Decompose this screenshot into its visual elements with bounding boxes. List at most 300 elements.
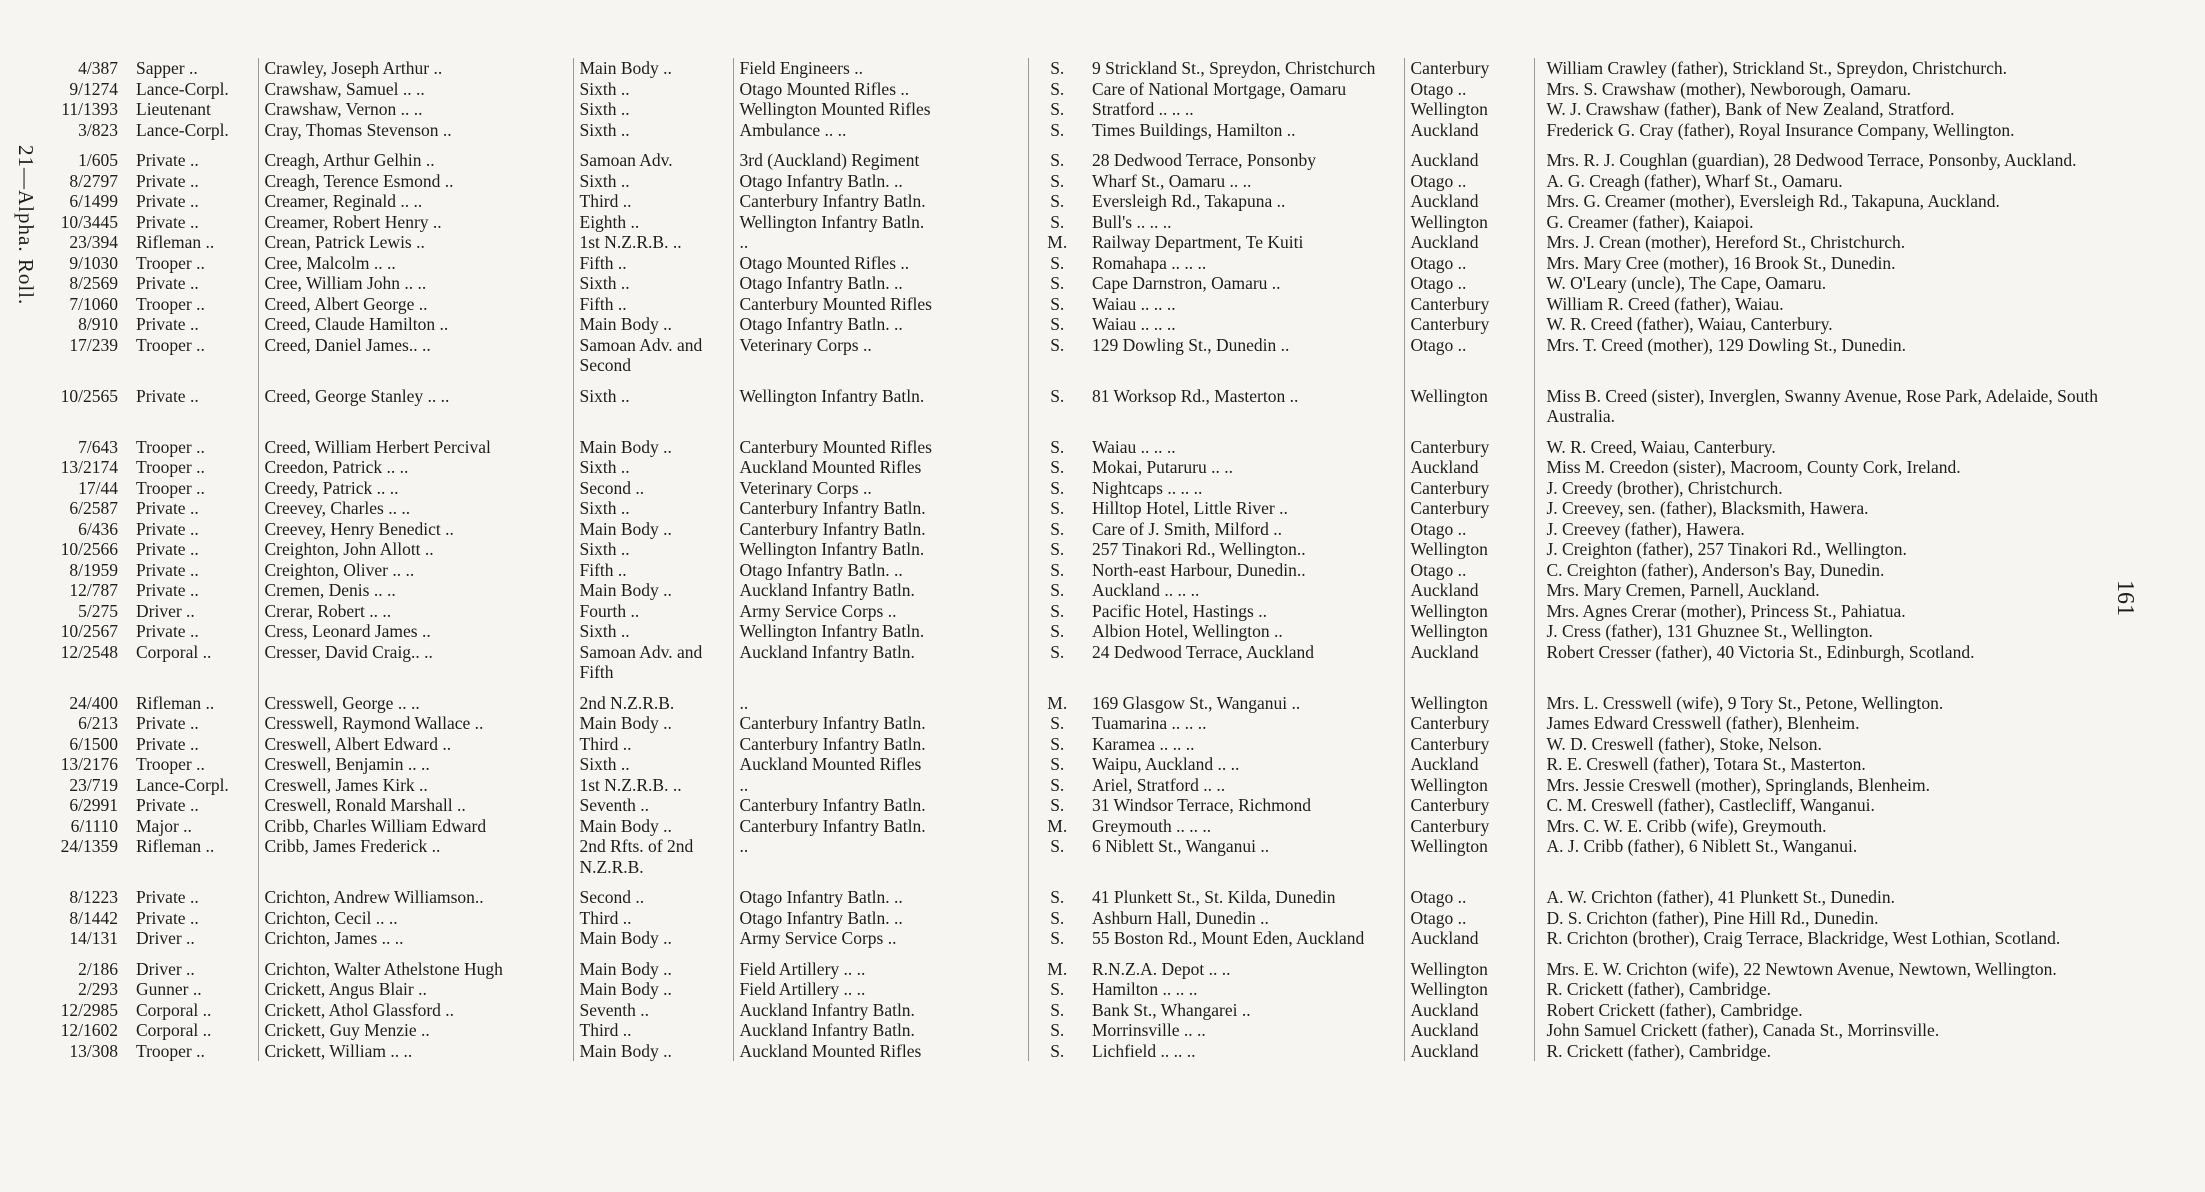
last-address-cell: Care of J. Smith, Milford .. bbox=[1086, 519, 1404, 540]
district-cell: Auckland bbox=[1404, 1000, 1534, 1021]
soldier-name-cell: Creedon, Patrick .. .. bbox=[258, 457, 573, 478]
regimental-number-cell: 12/2548 bbox=[60, 641, 118, 662]
next-of-kin-cell: Robert Crickett (father), Cambridge. bbox=[1546, 999, 1803, 1020]
last-address-cell: 129 Dowling St., Dunedin .. bbox=[1086, 335, 1404, 376]
soldier-name-cell: Cresswell, Raymond Wallace .. bbox=[258, 713, 573, 734]
rank-cell: Driver .. bbox=[130, 949, 258, 980]
table-row bbox=[30, 683, 2114, 714]
marital-status-cell: S. bbox=[1050, 58, 1065, 78]
unit-cell: Ambulance .. .. bbox=[733, 120, 1028, 141]
district-cell: Otago .. bbox=[1404, 877, 1534, 908]
unit-cell: Otago Infantry Batln. .. bbox=[733, 273, 1028, 294]
table-row bbox=[30, 498, 2114, 519]
regimental-number-cell: 24/1359 bbox=[60, 836, 118, 856]
soldier-name-cell: Creighton, Oliver .. .. bbox=[258, 560, 573, 581]
next-of-kin-cell: Robert Cresser (father), 40 Victoria St., Edinburgh, Scotland. bbox=[1546, 641, 1975, 662]
last-address-cell: Pacific Hotel, Hastings .. bbox=[1086, 601, 1404, 622]
unit-cell: Canterbury Infantry Batln. bbox=[733, 816, 1028, 837]
next-of-kin-cell: Mrs. L. Cresswell (wife), 9 Tory St., Petone, Wellington. bbox=[1546, 692, 1944, 713]
last-address-cell: Auckland .. .. .. bbox=[1086, 580, 1404, 601]
last-address-cell: R.N.Z.A. Depot .. .. bbox=[1086, 949, 1404, 980]
next-of-kin-cell: William R. Creed (father), Waiau. bbox=[1546, 293, 1784, 314]
rank-cell: Private .. bbox=[130, 171, 258, 192]
unit-cell: Otago Infantry Batln. .. bbox=[733, 171, 1028, 192]
rank-cell: Major .. bbox=[130, 816, 258, 837]
last-address-cell: 257 Tinakori Rd., Wellington.. bbox=[1086, 539, 1404, 560]
soldier-name-cell: Creswell, Benjamin .. .. bbox=[258, 754, 573, 775]
soldier-name-cell: Creagh, Arthur Gelhin .. bbox=[258, 140, 573, 171]
table-row bbox=[30, 877, 2114, 908]
draft-cell: Fifth .. bbox=[573, 294, 733, 315]
district-cell: Wellington bbox=[1404, 539, 1534, 560]
next-of-kin-cell: J. Creedy (brother), Christchurch. bbox=[1546, 477, 1783, 498]
district-cell: Canterbury bbox=[1404, 498, 1534, 519]
soldier-name-cell: Creswell, Albert Edward .. bbox=[258, 734, 573, 755]
district-cell: Auckland bbox=[1404, 1041, 1534, 1062]
soldier-name-cell: Crawshaw, Samuel .. .. bbox=[258, 79, 573, 100]
regimental-number-cell: 4/387 bbox=[78, 58, 118, 78]
marital-status-cell: S. bbox=[1050, 621, 1065, 641]
regimental-number-cell: 6/213 bbox=[78, 713, 118, 733]
unit-cell: Auckland Infantry Batln. bbox=[733, 580, 1028, 601]
last-address-cell: Railway Department, Te Kuiti bbox=[1086, 232, 1404, 253]
unit-cell: Otago Infantry Batln. .. bbox=[733, 877, 1028, 908]
draft-cell: Fifth .. bbox=[573, 560, 733, 581]
regimental-number-cell: 12/1602 bbox=[60, 1020, 118, 1040]
regimental-number-cell: 13/2176 bbox=[60, 754, 118, 774]
district-cell: Auckland bbox=[1404, 140, 1534, 171]
next-of-kin-cell: R. Crichton (brother), Craig Terrace, Blackridge, West Lothian, Scotland. bbox=[1546, 928, 2061, 948]
last-address-cell: Nightcaps .. .. .. bbox=[1086, 478, 1404, 499]
marital-status-cell: S. bbox=[1050, 477, 1065, 498]
marital-status-cell: S. bbox=[1050, 293, 1065, 314]
draft-cell: Main Body .. bbox=[573, 519, 733, 540]
soldier-name-cell: Cree, Malcolm .. .. bbox=[258, 253, 573, 274]
unit-cell: Otago Mounted Rifles .. bbox=[733, 79, 1028, 100]
draft-cell: Second .. bbox=[573, 877, 733, 908]
district-cell: Auckland bbox=[1404, 120, 1534, 141]
draft-cell: Sixth .. bbox=[573, 171, 733, 192]
next-of-kin-cell: Mrs. Agnes Crerar (mother), Princess St., Pahiatua. bbox=[1546, 600, 1906, 621]
marital-status-cell: S. bbox=[1050, 1040, 1065, 1061]
table-row bbox=[30, 601, 2114, 622]
rank-cell: Corporal .. bbox=[130, 642, 258, 683]
nominal-roll-table bbox=[30, 58, 2114, 1061]
last-address-cell: 31 Windsor Terrace, Richmond bbox=[1086, 795, 1404, 816]
rank-cell: Private .. bbox=[130, 734, 258, 755]
next-of-kin-cell: Frederick G. Cray (father), Royal Insurance Company, Wellington. bbox=[1546, 119, 2015, 140]
marital-status-cell: S. bbox=[1050, 713, 1065, 733]
soldier-name-cell: Cresser, David Craig.. .. bbox=[258, 642, 573, 683]
regimental-number-cell: 8/1223 bbox=[69, 887, 118, 907]
table-row bbox=[30, 928, 2114, 949]
last-address-cell: Eversleigh Rd., Takapuna .. bbox=[1086, 191, 1404, 212]
unit-cell: 3rd (Auckland) Regiment bbox=[733, 140, 1028, 171]
regimental-number-cell: 24/400 bbox=[69, 692, 118, 713]
next-of-kin-cell: Mrs. E. W. Crichton (wife), 22 Newtown Avenue, Newtown, Wellington. bbox=[1546, 958, 2057, 979]
table-row bbox=[30, 836, 2114, 877]
table-row bbox=[30, 1000, 2114, 1021]
district-cell: Otago .. bbox=[1404, 273, 1534, 294]
soldier-name-cell: Crickett, Angus Blair .. bbox=[258, 979, 573, 1000]
draft-cell: Eighth .. bbox=[573, 212, 733, 233]
marital-status-cell: M. bbox=[1047, 692, 1068, 713]
unit-cell: Veterinary Corps .. bbox=[733, 335, 1028, 376]
rank-cell: Lance-Corpl. bbox=[130, 79, 258, 100]
draft-cell: Main Body .. bbox=[573, 816, 733, 837]
regimental-number-cell: 8/910 bbox=[78, 314, 118, 334]
marital-status-cell: S. bbox=[1050, 436, 1065, 457]
soldier-name-cell: Creamer, Reginald .. .. bbox=[258, 191, 573, 212]
regimental-number-cell: 6/1500 bbox=[69, 733, 118, 754]
next-of-kin-cell: John Samuel Crickett (father), Canada St., Morrinsville. bbox=[1546, 1020, 1940, 1040]
next-of-kin-cell: W. D. Creswell (father), Stoke, Nelson. bbox=[1546, 733, 1822, 754]
draft-cell: Seventh .. bbox=[573, 1000, 733, 1021]
rank-cell: Trooper .. bbox=[130, 427, 258, 458]
soldier-name-cell: Cress, Leonard James .. bbox=[258, 621, 573, 642]
regimental-number-cell: 23/719 bbox=[69, 774, 118, 795]
table-row bbox=[30, 335, 2114, 376]
next-of-kin-cell: J. Creevey, sen. (father), Blacksmith, Hawera. bbox=[1546, 498, 1869, 518]
soldier-name-cell: Crean, Patrick Lewis .. bbox=[258, 232, 573, 253]
district-cell: Canterbury bbox=[1404, 795, 1534, 816]
rank-cell: Private .. bbox=[130, 191, 258, 212]
marital-status-cell: S. bbox=[1050, 907, 1065, 928]
marital-status-cell: S. bbox=[1050, 334, 1065, 355]
last-address-cell: Morrinsville .. .. bbox=[1086, 1020, 1404, 1041]
table-row bbox=[30, 478, 2114, 499]
marital-status-cell: S. bbox=[1050, 774, 1065, 795]
regimental-number-cell: 12/2985 bbox=[60, 999, 118, 1020]
unit-cell: .. bbox=[733, 836, 1028, 877]
table-row bbox=[30, 539, 2114, 560]
draft-cell: Third .. bbox=[573, 734, 733, 755]
draft-cell: Third .. bbox=[573, 191, 733, 212]
regimental-number-cell: 8/1442 bbox=[69, 907, 118, 928]
next-of-kin-cell: Mrs. Mary Cremen, Parnell, Auckland. bbox=[1546, 580, 1820, 600]
soldier-name-cell: Cresswell, George .. .. bbox=[258, 683, 573, 714]
rank-cell: Lieutenant bbox=[130, 99, 258, 120]
unit-cell: Canterbury Mounted Rifles bbox=[733, 294, 1028, 315]
soldier-name-cell: Creswell, Ronald Marshall .. bbox=[258, 795, 573, 816]
regimental-number-cell: 8/2797 bbox=[69, 170, 118, 191]
draft-cell: Sixth .. bbox=[573, 498, 733, 519]
marital-status-cell: S. bbox=[1050, 641, 1065, 662]
table-row bbox=[30, 795, 2114, 816]
rank-cell: Private .. bbox=[130, 519, 258, 540]
regimental-number-cell: 3/823 bbox=[78, 119, 118, 140]
draft-cell: Second .. bbox=[573, 478, 733, 499]
unit-cell: Field Engineers .. bbox=[733, 58, 1028, 79]
regimental-number-cell: 8/1959 bbox=[69, 559, 118, 580]
regimental-number-cell: 13/308 bbox=[69, 1040, 118, 1061]
last-address-cell: Stratford .. .. .. bbox=[1086, 99, 1404, 120]
district-cell: Otago .. bbox=[1404, 335, 1534, 376]
rank-cell: Private .. bbox=[130, 621, 258, 642]
draft-cell: Main Body .. bbox=[573, 314, 733, 335]
soldier-name-cell: Crichton, Walter Athelstone Hugh bbox=[258, 949, 573, 980]
district-cell: Otago .. bbox=[1404, 79, 1534, 100]
unit-cell: Army Service Corps .. bbox=[733, 601, 1028, 622]
next-of-kin-cell: C. M. Creswell (father), Castlecliff, Wanganui. bbox=[1546, 795, 1875, 815]
rank-cell: Trooper .. bbox=[130, 253, 258, 274]
table-row bbox=[30, 140, 2114, 171]
district-cell: Otago .. bbox=[1404, 253, 1534, 274]
marital-status-cell: S. bbox=[1050, 457, 1065, 477]
marital-status-cell: S. bbox=[1050, 887, 1065, 907]
soldier-name-cell: Crickett, William .. .. bbox=[258, 1041, 573, 1062]
rank-cell: Lance-Corpl. bbox=[130, 120, 258, 141]
draft-cell: Sixth .. bbox=[573, 99, 733, 120]
marital-status-cell: S. bbox=[1050, 979, 1065, 999]
unit-cell: Field Artillery .. .. bbox=[733, 979, 1028, 1000]
regimental-number-cell: 6/436 bbox=[78, 518, 118, 539]
soldier-name-cell: Crichton, Andrew Williamson.. bbox=[258, 877, 573, 908]
soldier-name-cell: Creagh, Terence Esmond .. bbox=[258, 171, 573, 192]
draft-cell: Sixth .. bbox=[573, 539, 733, 560]
soldier-name-cell: Creedy, Patrick .. .. bbox=[258, 478, 573, 499]
district-cell: Canterbury bbox=[1404, 478, 1534, 499]
unit-cell: .. bbox=[733, 683, 1028, 714]
soldier-name-cell: Cribb, James Frederick .. bbox=[258, 836, 573, 877]
draft-cell: Main Body .. bbox=[573, 427, 733, 458]
unit-cell: Canterbury Mounted Rifles bbox=[733, 427, 1028, 458]
last-address-cell: Ashburn Hall, Dunedin .. bbox=[1086, 908, 1404, 929]
table-row bbox=[30, 908, 2114, 929]
district-cell: Canterbury bbox=[1404, 427, 1534, 458]
rank-cell: Rifleman .. bbox=[130, 836, 258, 877]
next-of-kin-cell: Mrs. S. Crawshaw (mother), Newborough, Oamaru. bbox=[1546, 78, 1912, 99]
last-address-cell: Cape Darnstron, Oamaru .. bbox=[1086, 273, 1404, 294]
last-address-cell: Karamea .. .. .. bbox=[1086, 734, 1404, 755]
draft-cell: Sixth .. bbox=[573, 754, 733, 775]
soldier-name-cell: Crickett, Athol Glassford .. bbox=[258, 1000, 573, 1021]
regimental-number-cell: 7/1060 bbox=[69, 293, 118, 314]
regimental-number-cell: 6/2991 bbox=[69, 795, 118, 815]
last-address-cell: 6 Niblett St., Wanganui .. bbox=[1086, 836, 1404, 877]
district-cell: Wellington bbox=[1404, 949, 1534, 980]
marital-status-cell: S. bbox=[1050, 1020, 1065, 1040]
rank-cell: Private .. bbox=[130, 560, 258, 581]
last-address-cell: Mokai, Putaruru .. .. bbox=[1086, 457, 1404, 478]
district-cell: Wellington bbox=[1404, 683, 1534, 714]
rank-cell: Trooper .. bbox=[130, 1041, 258, 1062]
table-row bbox=[30, 775, 2114, 796]
last-address-cell: Waiau .. .. .. bbox=[1086, 427, 1404, 458]
soldier-name-cell: Creed, Albert George .. bbox=[258, 294, 573, 315]
rank-cell: Private .. bbox=[130, 539, 258, 560]
last-address-cell: Waiau .. .. .. bbox=[1086, 294, 1404, 315]
next-of-kin-cell: Mrs. J. Crean (mother), Hereford St., Christchurch. bbox=[1546, 232, 1906, 252]
marital-status-cell: S. bbox=[1050, 119, 1065, 140]
table-row bbox=[30, 580, 2114, 601]
regimental-number-cell: 6/1110 bbox=[70, 815, 118, 836]
unit-cell: Canterbury Infantry Batln. bbox=[733, 498, 1028, 519]
marital-status-cell: M. bbox=[1047, 232, 1068, 252]
next-of-kin-cell: W. R. Creed (father), Waiau, Canterbury. bbox=[1546, 314, 1833, 334]
marital-status-cell: S. bbox=[1050, 539, 1065, 559]
draft-cell: 2nd N.Z.R.B. bbox=[573, 683, 733, 714]
next-of-kin-cell: Mrs. G. Creamer (mother), Eversleigh Rd., Takapuna, Auckland. bbox=[1546, 191, 2000, 211]
unit-cell: Canterbury Infantry Batln. bbox=[733, 734, 1028, 755]
regimental-number-cell: 6/2587 bbox=[69, 498, 118, 518]
soldier-name-cell: Creed, George Stanley .. .. bbox=[258, 376, 573, 427]
rank-cell: Private .. bbox=[130, 212, 258, 233]
soldier-name-cell: Crerar, Robert .. .. bbox=[258, 601, 573, 622]
regimental-number-cell: 10/2565 bbox=[60, 385, 118, 406]
soldier-name-cell: Creevey, Charles .. .. bbox=[258, 498, 573, 519]
last-address-cell: 41 Plunkett St., St. Kilda, Dunedin bbox=[1086, 877, 1404, 908]
next-of-kin-cell: W. J. Crawshaw (father), Bank of New Zealand, Stratford. bbox=[1546, 99, 1955, 119]
unit-cell: Auckland Mounted Rifles bbox=[733, 457, 1028, 478]
rank-cell: Rifleman .. bbox=[130, 232, 258, 253]
rank-cell: Driver .. bbox=[130, 928, 258, 949]
rank-cell: Private .. bbox=[130, 580, 258, 601]
marital-status-cell: S. bbox=[1050, 600, 1065, 621]
next-of-kin-cell: W. R. Creed, Waiau, Canterbury. bbox=[1546, 436, 1776, 457]
district-cell: Wellington bbox=[1404, 979, 1534, 1000]
last-address-cell: 9 Strickland St., Spreydon, Christchurch bbox=[1086, 58, 1404, 79]
table-row bbox=[30, 754, 2114, 775]
district-cell: Canterbury bbox=[1404, 734, 1534, 755]
unit-cell: Wellington Infantry Batln. bbox=[733, 212, 1028, 233]
next-of-kin-cell: A. G. Creagh (father), Wharf St., Oamaru. bbox=[1546, 170, 1843, 191]
last-address-cell: Bull's .. .. .. bbox=[1086, 212, 1404, 233]
next-of-kin-cell: R. E. Creswell (father), Totara St., Masterton. bbox=[1546, 754, 1866, 774]
draft-cell: Seventh .. bbox=[573, 795, 733, 816]
district-cell: Auckland bbox=[1404, 232, 1534, 253]
last-address-cell: Albion Hotel, Wellington .. bbox=[1086, 621, 1404, 642]
table-row bbox=[30, 294, 2114, 315]
soldier-name-cell: Cree, William John .. .. bbox=[258, 273, 573, 294]
rank-cell: Rifleman .. bbox=[130, 683, 258, 714]
district-cell: Canterbury bbox=[1404, 713, 1534, 734]
regimental-number-cell: 14/131 bbox=[69, 928, 118, 948]
draft-cell: Sixth .. bbox=[573, 120, 733, 141]
rank-cell: Private .. bbox=[130, 273, 258, 294]
soldier-name-cell: Creighton, John Allott .. bbox=[258, 539, 573, 560]
marital-status-cell: S. bbox=[1050, 559, 1065, 580]
roll-section-label: 21—Alpha. Roll. bbox=[14, 145, 38, 306]
draft-cell: Samoan Adv. and Fifth bbox=[573, 642, 733, 683]
last-address-cell: Waipu, Auckland .. .. bbox=[1086, 754, 1404, 775]
draft-cell: Sixth .. bbox=[573, 273, 733, 294]
draft-cell: Main Body .. bbox=[573, 979, 733, 1000]
soldier-name-cell: Cray, Thomas Stevenson .. bbox=[258, 120, 573, 141]
district-cell: Wellington bbox=[1404, 775, 1534, 796]
district-cell: Wellington bbox=[1404, 212, 1534, 233]
unit-cell: Auckland Infantry Batln. bbox=[733, 642, 1028, 683]
marital-status-cell: S. bbox=[1050, 928, 1065, 948]
rank-cell: Trooper .. bbox=[130, 335, 258, 376]
soldier-name-cell: Crawshaw, Vernon .. .. bbox=[258, 99, 573, 120]
table-row bbox=[30, 621, 2114, 642]
soldier-name-cell: Crickett, Guy Menzie .. bbox=[258, 1020, 573, 1041]
rank-cell: Corporal .. bbox=[130, 1020, 258, 1041]
last-address-cell: Tuamarina .. .. .. bbox=[1086, 713, 1404, 734]
unit-cell: Canterbury Infantry Batln. bbox=[733, 519, 1028, 540]
regimental-number-cell: 8/2569 bbox=[69, 273, 118, 293]
table-row bbox=[30, 713, 2114, 734]
soldier-name-cell: Creswell, James Kirk .. bbox=[258, 775, 573, 796]
next-of-kin-cell: Miss B. Creed (sister), Inverglen, Swanny Avenue, Rose Park, Adelaide, South Australia. bbox=[1546, 385, 2098, 426]
last-address-cell: Ariel, Stratford .. .. bbox=[1086, 775, 1404, 796]
next-of-kin-cell: J. Creighton (father), 257 Tinakori Rd., Wellington. bbox=[1546, 539, 1907, 559]
marital-status-cell: S. bbox=[1050, 795, 1065, 815]
regimental-number-cell: 9/1030 bbox=[69, 252, 118, 273]
unit-cell: Veterinary Corps .. bbox=[733, 478, 1028, 499]
regimental-number-cell: 10/2566 bbox=[60, 539, 118, 559]
soldier-name-cell: Creed, William Herbert Percival bbox=[258, 427, 573, 458]
rank-cell: Corporal .. bbox=[130, 1000, 258, 1021]
district-cell: Canterbury bbox=[1404, 58, 1534, 79]
rank-cell: Sapper .. bbox=[130, 58, 258, 79]
regimental-number-cell: 9/1274 bbox=[69, 78, 118, 99]
unit-cell: Wellington Infantry Batln. bbox=[733, 621, 1028, 642]
rank-cell: Trooper .. bbox=[130, 457, 258, 478]
regimental-number-cell: 5/275 bbox=[78, 600, 118, 621]
district-cell: Wellington bbox=[1404, 99, 1534, 120]
next-of-kin-cell: J. Creevey (father), Hawera. bbox=[1546, 518, 1745, 539]
draft-cell: Main Body .. bbox=[573, 580, 733, 601]
district-cell: Auckland bbox=[1404, 1020, 1534, 1041]
district-cell: Wellington bbox=[1404, 376, 1534, 427]
draft-cell: 2nd Rfts. of 2nd N.Z.R.B. bbox=[573, 836, 733, 877]
table-row bbox=[30, 979, 2114, 1000]
last-address-cell: Lichfield .. .. .. bbox=[1086, 1041, 1404, 1062]
unit-cell: Wellington Infantry Batln. bbox=[733, 539, 1028, 560]
table-row bbox=[30, 232, 2114, 253]
rank-cell: Private .. bbox=[130, 376, 258, 427]
district-cell: Auckland bbox=[1404, 928, 1534, 949]
unit-cell: Auckland Mounted Rifles bbox=[733, 1041, 1028, 1062]
table-row bbox=[30, 99, 2114, 120]
soldier-name-cell: Crawley, Joseph Arthur .. bbox=[258, 58, 573, 79]
table-row bbox=[30, 253, 2114, 274]
next-of-kin-cell: William Crawley (father), Strickland St., Spreydon, Christchurch. bbox=[1546, 58, 2008, 78]
last-address-cell: 28 Dedwood Terrace, Ponsonby bbox=[1086, 140, 1404, 171]
marital-status-cell: S. bbox=[1050, 170, 1065, 191]
draft-cell: Sixth .. bbox=[573, 457, 733, 478]
unit-cell: Canterbury Infantry Batln. bbox=[733, 713, 1028, 734]
draft-cell: Samoan Adv. bbox=[573, 140, 733, 171]
regimental-number-cell: 2/186 bbox=[78, 958, 118, 979]
unit-cell: Otago Infantry Batln. .. bbox=[733, 560, 1028, 581]
marital-status-cell: S. bbox=[1050, 518, 1065, 539]
draft-cell: Third .. bbox=[573, 1020, 733, 1041]
district-cell: Wellington bbox=[1404, 601, 1534, 622]
district-cell: Auckland bbox=[1404, 580, 1534, 601]
next-of-kin-cell: W. O'Leary (uncle), The Cape, Oamaru. bbox=[1546, 273, 1827, 293]
marital-status-cell: S. bbox=[1050, 78, 1065, 99]
next-of-kin-cell: James Edward Cresswell (father), Blenheim. bbox=[1546, 713, 1860, 733]
next-of-kin-cell: Mrs. T. Creed (mother), 129 Dowling St., Dunedin. bbox=[1546, 334, 1907, 355]
rank-cell: Private .. bbox=[130, 498, 258, 519]
table-row bbox=[30, 1020, 2114, 1041]
unit-cell: Canterbury Infantry Batln. bbox=[733, 191, 1028, 212]
district-cell: Canterbury bbox=[1404, 314, 1534, 335]
unit-cell: Wellington Infantry Batln. bbox=[733, 376, 1028, 427]
table-row bbox=[30, 314, 2114, 335]
next-of-kin-cell: D. S. Crichton (father), Pine Hill Rd., Dunedin. bbox=[1546, 907, 1879, 928]
marital-status-cell: S. bbox=[1050, 150, 1065, 170]
rank-cell: Private .. bbox=[130, 795, 258, 816]
marital-status-cell: S. bbox=[1050, 580, 1065, 600]
last-address-cell: Bank St., Whangarei .. bbox=[1086, 1000, 1404, 1021]
soldier-name-cell: Cribb, Charles William Edward bbox=[258, 816, 573, 837]
draft-cell: Fourth .. bbox=[573, 601, 733, 622]
marital-status-cell: S. bbox=[1050, 99, 1065, 119]
